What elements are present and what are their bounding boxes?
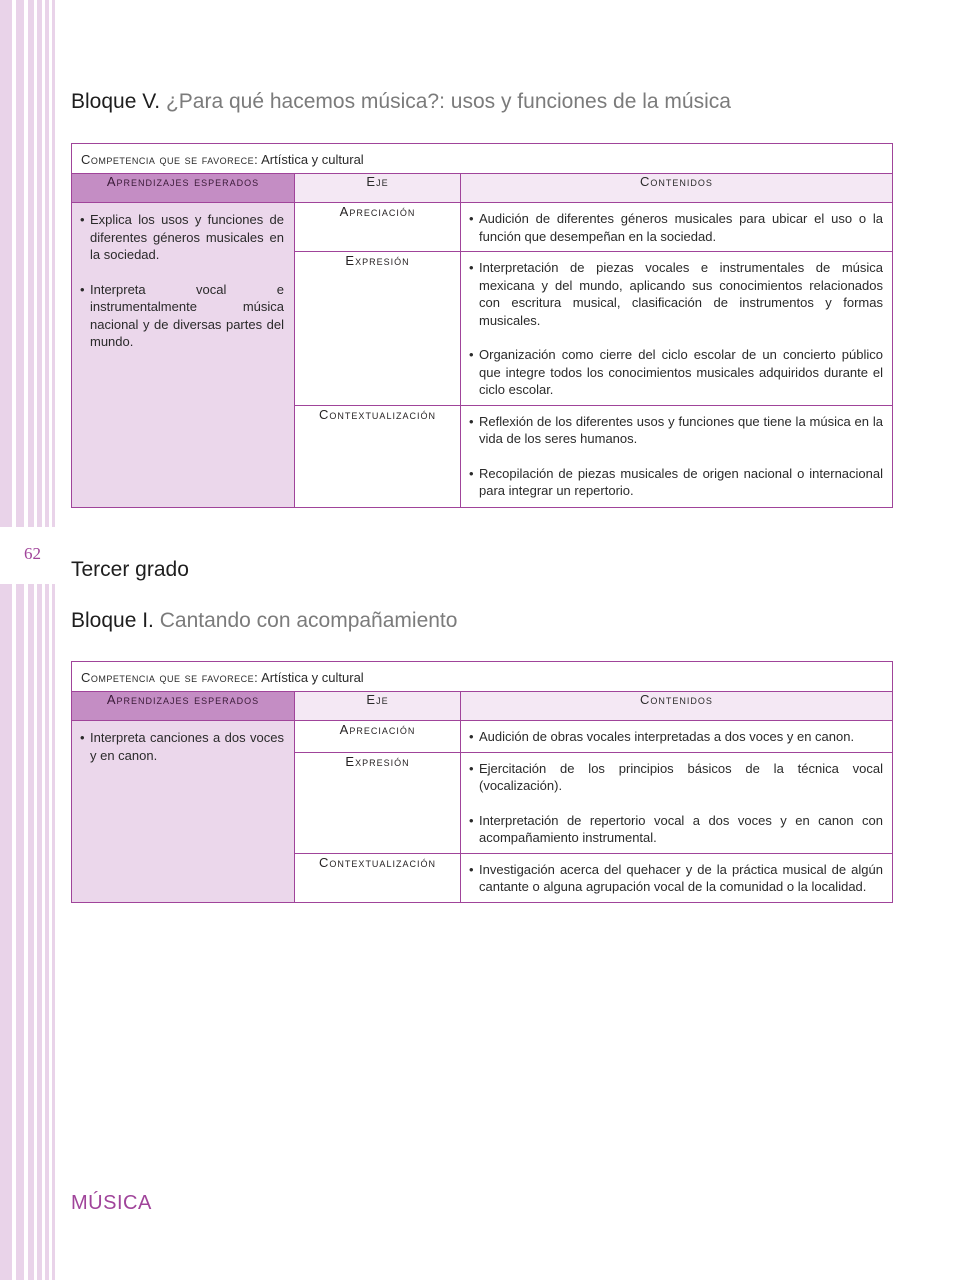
contenidos-cell	[461, 203, 893, 252]
block1-title-lead: Bloque I.	[71, 609, 154, 632]
header-contenidos: Contenidos	[461, 174, 893, 203]
contenido-item: • Investigación acerca del quehacer y de la práctica musical de algún cantante o alguna agrupación vocal de la comunidad o la localidad.	[469, 861, 883, 894]
eje-contextualizacion: Contextualización	[295, 853, 461, 902]
footer-subject-title: MÚSICA	[71, 1192, 152, 1214]
contenido-item: • Interpretación de repertorio vocal a dos voces y en canon con acompañamiento instrumental.	[469, 812, 883, 845]
eje-contextualizacion: Contextualización	[295, 405, 461, 507]
block1-table	[71, 661, 893, 903]
header-eje: Eje	[295, 692, 461, 721]
contenidos-cell	[461, 252, 893, 406]
contenido-item: • Audición de obras vocales interpretadas a dos voces y en canon.	[469, 729, 855, 744]
block5-title-rest: ¿Para qué hacemos música?: usos y funciones de la música	[160, 90, 731, 113]
header-contenidos: Contenidos	[461, 692, 893, 721]
eje-apreciacion: Apreciación	[295, 203, 461, 252]
aprendizaje-item: • Interpreta vocal e instrumentalmente música nacional y de diversas partes del mundo.	[80, 281, 284, 349]
eje-apreciacion: Apreciación	[295, 721, 461, 753]
header-aprendizajes: Aprendizajes esperados	[72, 174, 295, 203]
block5-table	[71, 143, 893, 508]
eje-expresion: Expresión	[295, 252, 461, 406]
grade-title: Tercer grado	[71, 558, 189, 581]
block1-title-rest: Cantando con acompañamiento	[153, 609, 458, 632]
eje-expresion: Expresión	[295, 752, 461, 853]
left-decorative-stripes	[0, 0, 60, 1280]
competencia-row	[72, 144, 893, 174]
contenido-item: • Reflexión de los diferentes usos y funciones que tiene la música en la vida de los seres humanos.	[469, 413, 883, 446]
competencia-label: Competencia que se favorece:	[81, 670, 259, 685]
block5-heading	[71, 90, 731, 114]
block1-heading	[71, 609, 457, 633]
aprendizajes-cell	[72, 721, 295, 903]
competencia-value: Artística y cultural	[258, 670, 364, 685]
contenidos-cell	[461, 721, 893, 753]
header-aprendizajes: Aprendizajes esperados	[72, 692, 295, 721]
aprendizaje-item: • Interpreta canciones a dos voces y en canon.	[80, 730, 284, 763]
contenidos-cell	[461, 752, 893, 853]
contenido-item: • Organización como cierre del ciclo escolar de un concierto público que integre todos los conocimientos musicales adquiridos durante el ciclo escolar.	[469, 347, 883, 397]
contenido-item: • Audición de diferentes géneros musicales para ubicar el uso o la función que desempeñan en la sociedad.	[469, 211, 883, 244]
contenidos-cell	[461, 853, 893, 902]
competencia-row	[72, 662, 893, 692]
page-number: 62	[24, 544, 41, 563]
block5-title-lead: Bloque V.	[71, 90, 161, 113]
aprendizaje-item: • Explica los usos y funciones de diferentes géneros musicales en la sociedad.	[80, 212, 284, 262]
aprendizajes-cell	[72, 203, 295, 508]
contenido-item: • Interpretación de piezas vocales e instrumentales de música mexicana y del mundo, aplicando sus conocimientos relacionados con escritura musical, clasificación de instrumentos y formas musicales.	[469, 260, 883, 328]
header-eje: Eje	[295, 174, 461, 203]
competencia-value: Artística y cultural	[258, 152, 364, 167]
contenidos-cell	[461, 405, 893, 507]
contenido-item: • Recopilación de piezas musicales de origen nacional o internacional para integrar un repertorio.	[469, 465, 883, 498]
competencia-label: Competencia que se favorece:	[81, 152, 259, 167]
contenido-item: • Ejercitación de los principios básicos de la técnica vocal (vocalización).	[469, 760, 883, 793]
